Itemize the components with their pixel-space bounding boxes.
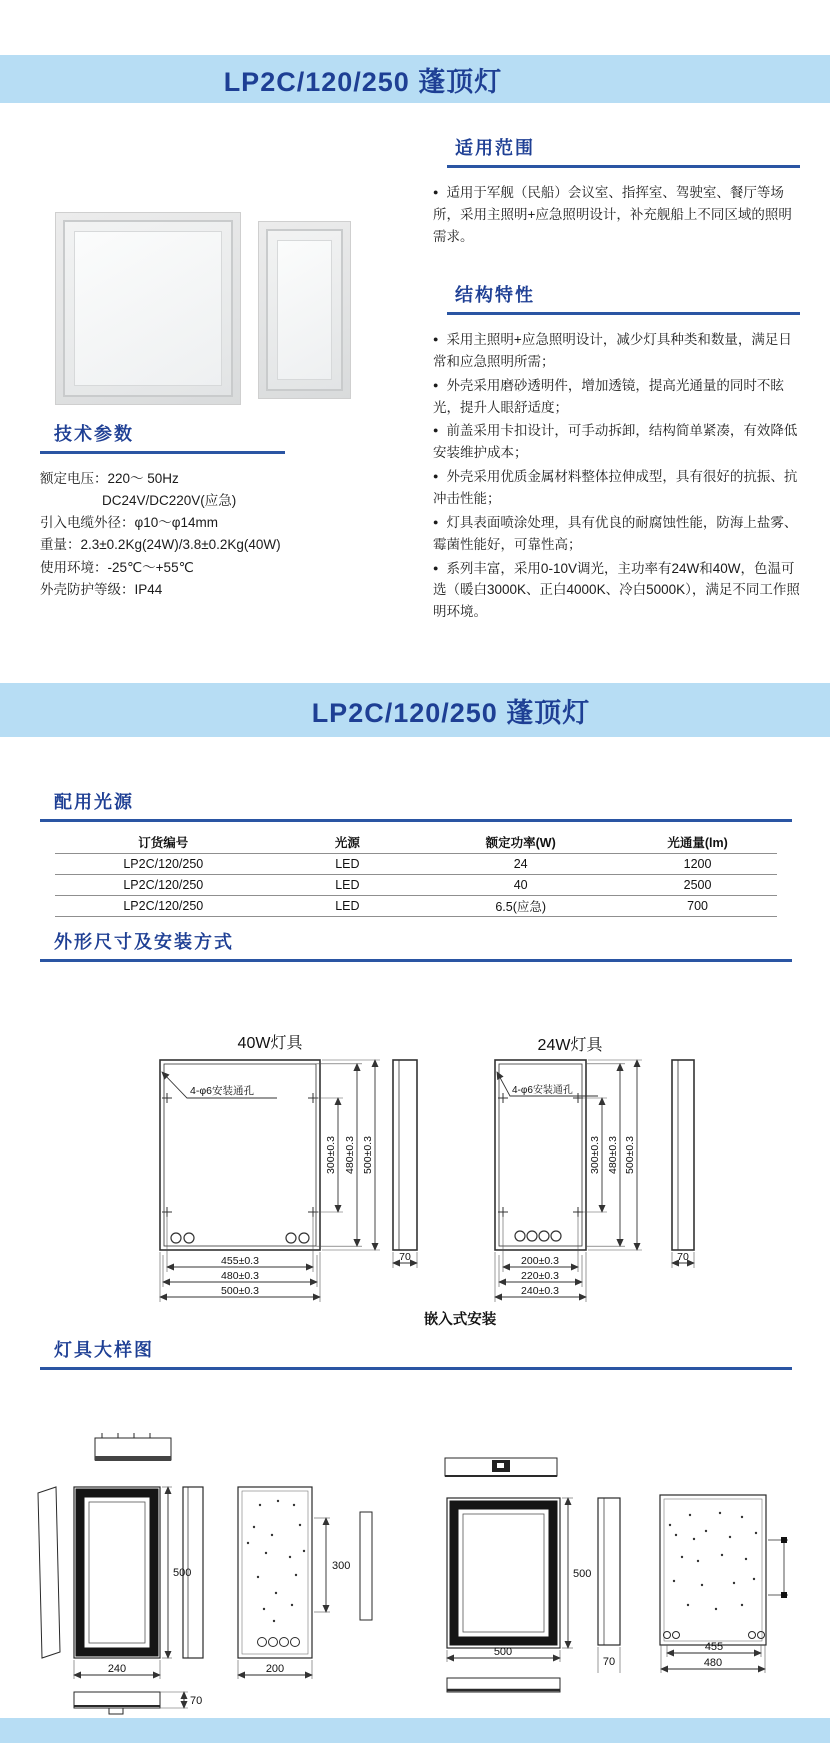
table-row (55, 854, 777, 875)
dim-label: 300±0.3 (589, 1136, 601, 1174)
dim-label: 70 (399, 1251, 411, 1263)
bullet-text: 外壳采用磨砂透明件，增加透镜，提高光通量的同时不眩光，提升人眼舒适度； (433, 377, 784, 415)
heading-rule (40, 451, 285, 454)
spec-line: DC24V/DC220V(应急) (102, 493, 237, 509)
drawing-title-24w: 24W灯具 (537, 1037, 603, 1054)
section-tech-params (40, 420, 400, 601)
dim-label: 220±0.3 (521, 1270, 559, 1282)
drawing-detail-views (30, 1405, 800, 1715)
list-item (433, 375, 800, 419)
dim-label: 500 (173, 1567, 192, 1579)
cell: LP2C/120/250 (55, 854, 272, 875)
section-heading: 技术参数 (54, 424, 134, 444)
dim-label: 480±0.3 (344, 1136, 356, 1174)
table-row (55, 896, 777, 917)
cell: 40 (423, 875, 618, 896)
dim-label: 455±0.3 (221, 1255, 259, 1267)
photo-panel (74, 231, 222, 386)
heading-rule (40, 819, 792, 822)
footer-band (0, 1718, 830, 1743)
bullet-list (433, 182, 800, 248)
list-item (433, 420, 800, 464)
table-row (55, 875, 777, 896)
spec-line: 使用环境：-25℃～+55℃ (40, 559, 194, 575)
spec-line: 外壳防护等级：IP44 (40, 581, 163, 597)
dim-label: 480±0.3 (221, 1270, 259, 1282)
hole-label: 4-φ6安装通孔 (190, 1085, 254, 1097)
bullet-text: 适用于军舰（民船）会议室、指挥室、驾驶室、餐厅等场所，采用主照明+应急照明设计，补充舰船上不同区域的照明需求。 (433, 185, 792, 244)
col-header: 光通量(lm) (618, 830, 777, 854)
dim-label: 500 (573, 1568, 592, 1580)
hole-label: 4-φ6安装通孔 (512, 1085, 573, 1096)
section-heading: 结构特性 (455, 285, 535, 305)
page-title-2: LP2C/120/250 蓬顶灯 (311, 697, 591, 728)
install-caption: 嵌入式安装 (423, 1312, 497, 1328)
page-title-band-2 (0, 683, 830, 737)
heading-rule (447, 165, 800, 168)
bullet-icon: ● (433, 425, 439, 436)
bullet-icon: ● (433, 562, 439, 573)
dim-label: 200 (265, 1663, 285, 1675)
section-heading: 外形尺寸及安装方式 (54, 932, 234, 952)
light-source-table (55, 830, 777, 917)
bullet-list (433, 329, 800, 623)
bullet-icon: ● (433, 516, 439, 527)
dim-label: 300 (332, 1560, 351, 1572)
page-title-band (0, 55, 830, 103)
drawing-title-40w: 40W灯具 (237, 1035, 303, 1052)
section-application (433, 134, 800, 250)
col-header: 光源 (272, 830, 424, 854)
dim-label: 300±0.3 (325, 1136, 337, 1174)
section-light-source (40, 788, 792, 822)
drawing-40w (145, 1050, 435, 1320)
list-item (433, 558, 800, 624)
section-dimensions (40, 928, 792, 962)
cell: LED (272, 875, 424, 896)
dim-label: 480±0.3 (607, 1136, 619, 1174)
detail-group-24w (38, 1433, 372, 1714)
heading-rule (447, 312, 800, 315)
cell: LP2C/120/250 (55, 875, 272, 896)
bullet-text: 系列丰富，采用0-10V调光，主功率有24W和40W，色温可选（暖白3000K、正白4000K、冷白5000K），满足不同工作照明环境。 (433, 560, 800, 620)
dim-label: 455 (704, 1641, 724, 1653)
bullet-text: 前盖采用卡扣设计，可手动拆卸，结构简单紧凑，有效降低安装维护成本； (433, 423, 798, 461)
spec-line: 引入电缆外径：φ10～φ14mm (40, 515, 219, 531)
section-detail (40, 1336, 792, 1370)
photo-panel (277, 240, 332, 380)
list-item (433, 329, 800, 373)
bullet-icon: ● (433, 471, 439, 482)
bullet-text: 灯具表面喷涂处理，具有优良的耐腐蚀性能，防海上盐雾、霉菌性能好，可靠性高； (433, 514, 798, 552)
dim-label: 240±0.3 (521, 1285, 559, 1297)
list-item (433, 512, 800, 556)
section-structure (433, 281, 800, 625)
bullet-icon: ● (433, 379, 439, 390)
bullet-text: 外壳采用优质金属材料整体拉伸成型，具有很好的抗振、抗冲击性能； (433, 469, 798, 507)
bullet-icon: ● (433, 334, 439, 344)
dim-label: 70 (190, 1695, 203, 1707)
list-item (433, 466, 800, 510)
page-title: LP2C/120/250 蓬顶灯 (223, 66, 503, 97)
cell: 1200 (618, 854, 777, 875)
cell: 2500 (618, 875, 777, 896)
col-header: 额定功率(W) (423, 830, 618, 854)
dim-label: 480 (703, 1657, 723, 1669)
dim-label: 500±0.3 (362, 1136, 374, 1174)
product-photo-large-panel (55, 212, 241, 405)
cell: LP2C/120/250 (55, 896, 272, 917)
bullet-icon: ● (433, 187, 439, 197)
heading-rule (40, 959, 792, 962)
light-source-table-wrap (55, 830, 777, 917)
list-item (433, 182, 800, 248)
spec-line: 额定电压：220～ 50Hz (40, 471, 179, 486)
spec-list (40, 468, 400, 601)
dim-label: 70 (677, 1251, 689, 1263)
cell: LED (272, 854, 424, 875)
table-header-row (55, 830, 777, 854)
dim-label: 70 (602, 1656, 616, 1668)
cell: 6.5(应急) (423, 896, 618, 917)
cell: LED (272, 896, 424, 917)
dim-label: 200±0.3 (521, 1255, 559, 1267)
drawing-24w (480, 1050, 730, 1320)
spec-line: 重量：2.3±0.2Kg(24W)/3.8±0.2Kg(40W) (40, 537, 281, 553)
cell: 700 (618, 896, 777, 917)
product-photo-small-panel (258, 221, 351, 399)
cell: 24 (423, 854, 618, 875)
dim-label: 500±0.3 (624, 1136, 636, 1174)
col-header: 订货编号 (55, 830, 272, 854)
heading-rule (40, 1367, 792, 1370)
dim-label: 240 (107, 1663, 127, 1675)
dim-label: 500 (493, 1646, 513, 1658)
dim-label: 500±0.3 (221, 1285, 259, 1297)
bullet-text: 采用主照明+应急照明设计，减少灯具种类和数量，满足日常和应急照明所需； (433, 332, 792, 369)
section-heading: 灯具大样图 (54, 1340, 154, 1360)
section-heading: 适用范围 (455, 138, 535, 158)
section-heading: 配用光源 (54, 792, 134, 812)
